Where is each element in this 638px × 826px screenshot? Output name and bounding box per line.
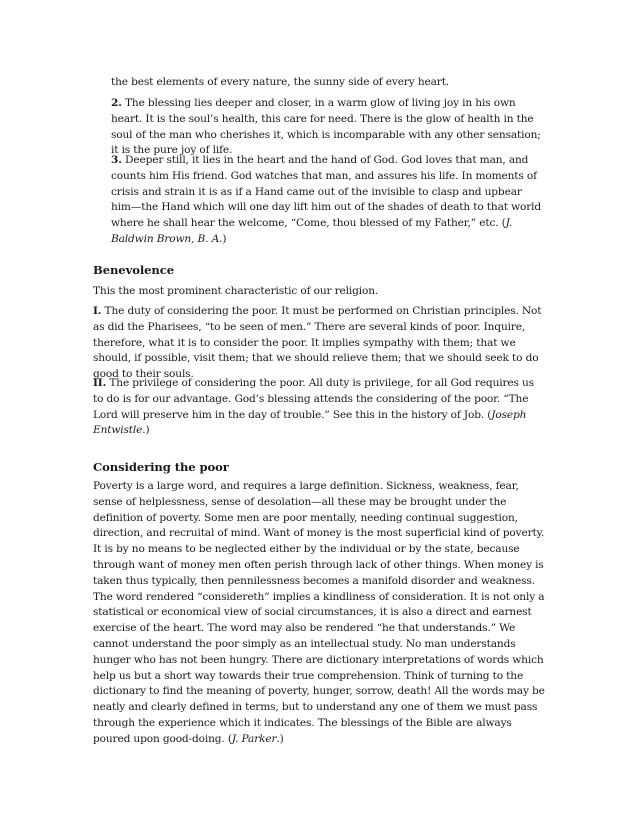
benevolence-point-ii-text: The privilege of considering the poor. All duty is privilege, for all God requires us to do is for our advantage. God’s blessing attends the considering of the poor. “The Lord will preserve him in the day of trouble.” See this in the history of Job. ( <box>93 377 534 421</box>
point-3-close: ) <box>222 232 227 245</box>
benevolence-lead-paragraph <box>93 284 545 300</box>
benevolence-point-ii-number: II. <box>93 377 107 389</box>
point-2-number: 2. <box>111 97 122 109</box>
point-3-paragraph <box>111 153 541 248</box>
considering-poor-heading: Considering the poor <box>93 460 229 474</box>
considering-poor-citation: J. Parker <box>231 732 277 745</box>
intro-lead-paragraph <box>111 75 541 91</box>
point-3-text: Deeper still, it lies in the heart and the hand of God. God loves that man, and counts him His friend. God watches that man, and assures his life. In moments of crisis and strain it is as if a Hand came out of the invisible to clasp and upbear him—the Hand which will one day lift him out of the shades of death to that world where he shall hear the welcome, “Come, thou blessed of my Father,” etc. ( <box>111 154 541 230</box>
benevolence-point-ii-close: .) <box>142 424 150 437</box>
point-3-number: 3. <box>111 154 122 166</box>
considering-poor-paragraph <box>93 479 545 748</box>
considering-poor-close: .) <box>276 732 284 745</box>
intro-lead-text: the best elements of every nature, the sunny side of every heart. <box>111 76 450 88</box>
benevolence-point-i-paragraph <box>93 304 545 383</box>
benevolence-point-ii-paragraph <box>93 376 545 439</box>
benevolence-heading: Benevolence <box>93 263 174 277</box>
benevolence-point-ii-citation: Joseph Entwistle <box>93 408 527 437</box>
point-2-paragraph <box>111 96 541 159</box>
considering-poor-text: Poverty is a large word, and requires a large definition. Sickness, weakness, fear, sense of helplessness, sense of desolation—all these may be brought under the definition of poverty. Some men are poor mentally, needing continual suggestion, direction, and recruital of mind. Want of money is the most superficial kind of poverty. It is by no means to be neglected either by the individual or by the state, because through want of money men often perish through lack of other things. When money is taken thus typically, then pennilessness becomes a manifold disorder and weakness. The word rendered “considereth” implies a kindliness of consideration. It is not only a statistical or economical view of social circumstances, it is also a direct and earnest exercise of the heart. The word may also be rendered “he that understands.” We cannot understand the poor simply as an intellectual study. No man understands hunger who has not been hungry. There are dictionary interpretations of words which help us but a short way towards their true comprehension. Think of turning to the dictionary to find the meaning of poverty, hunger, sorrow, death! All the words may be neatly and clearly defined in terms, but to understand any one of them we must pass through the experience which it indicates. The blessings of the Bible are always poured upon good-doing. ( <box>93 480 545 745</box>
benevolence-lead-text: This the most prominent characteristic of our religion. <box>93 285 379 297</box>
point-3-citation: J. Baldwin Brown, B. A. <box>111 217 513 245</box>
point-2-text: The blessing lies deeper and closer, in a warm glow of living joy in his own heart. It is the soul’s health, this care for need. There is the glow of health in the soul of the man who cherishes it, which is incomparable with any other sensation; it is the pure joy of life. <box>111 97 541 157</box>
benevolence-point-i-number: I. <box>93 305 102 317</box>
benevolence-point-i-text: The duty of considering the poor. It must be performed on Christian principles. Not as did the Pharisees, “to be seen of men.” There are several kinds of poor. Inquire, therefore, what it is to consider the poor. It implies sympathy with them; that we should, if possible, visit them; that we should relieve them; that we should seek to do good to their souls. <box>93 305 542 381</box>
